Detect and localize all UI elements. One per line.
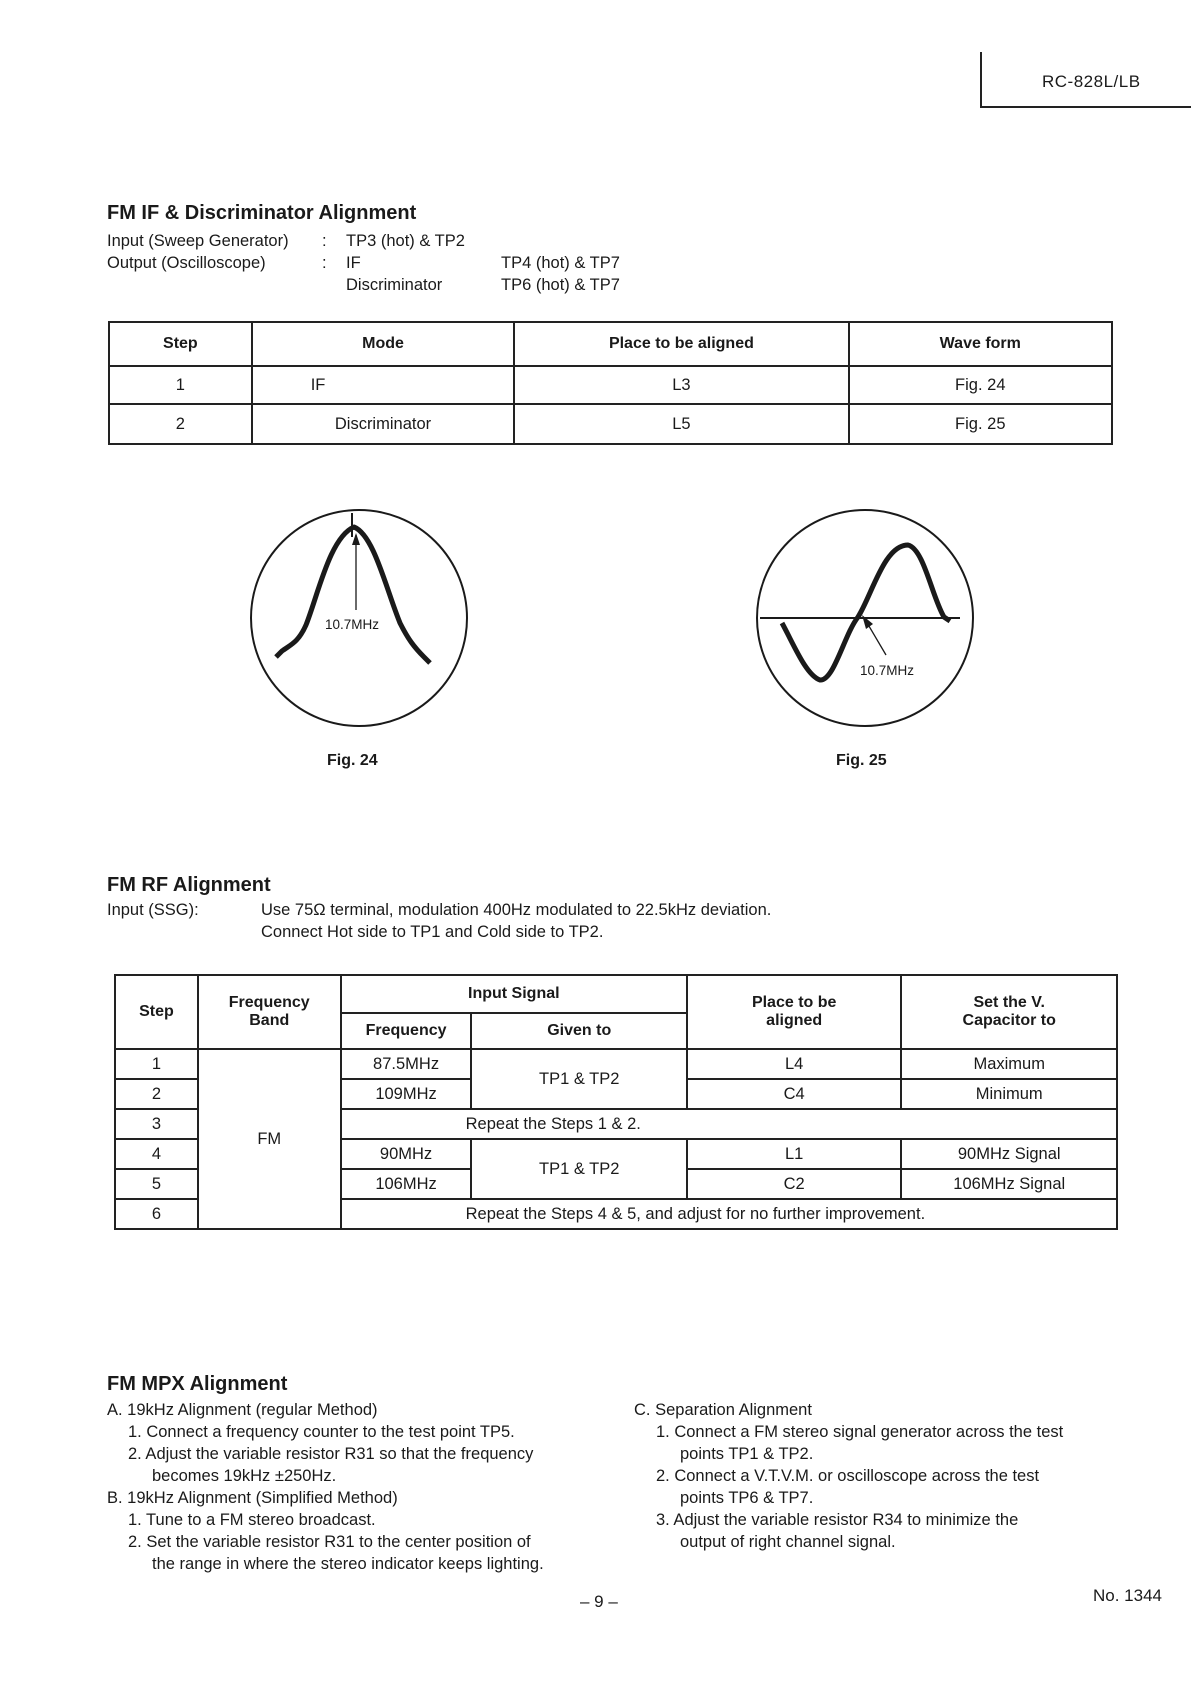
if-output-if-label: IF	[346, 254, 361, 272]
fig24-frequency-label: 10.7MHz	[325, 617, 380, 632]
page-number: – 9 –	[580, 1592, 618, 1611]
cell-step: 2	[109, 404, 252, 444]
cell-place: C4	[687, 1079, 901, 1109]
mpx-c3-line1: 3. Adjust the variable resistor R34 to minimize the	[656, 1511, 1019, 1529]
cell-waveform: Fig. 24	[849, 366, 1112, 404]
cell-waveform: Fig. 25	[849, 404, 1112, 444]
fig24-arrow-head	[352, 533, 360, 545]
cell-repeat: Repeat the Steps 1 & 2.	[341, 1109, 1117, 1139]
rf-alignment-table	[114, 974, 1118, 1230]
mpx-a2-line1: 2. Adjust the variable resistor R31 so that the frequency	[128, 1445, 534, 1463]
header-set-line2: Capacitor to	[962, 1012, 1056, 1029]
header-mode: Mode	[252, 322, 515, 366]
header-frequency-band	[198, 975, 341, 1049]
cell-repeat: Repeat the Steps 4 & 5, and adjust for no further improvement.	[341, 1199, 1117, 1229]
fig24-oscilloscope-diagram	[246, 505, 472, 731]
header-step: Step	[115, 975, 198, 1049]
cell-set: 90MHz Signal	[901, 1139, 1117, 1169]
cell-mode: IF	[252, 366, 515, 404]
cell-step: 6	[115, 1199, 198, 1229]
if-input-value: TP3 (hot) & TP2	[346, 232, 465, 250]
cell-set: Maximum	[901, 1049, 1117, 1079]
if-input-label: Input (Sweep Generator)	[107, 232, 289, 250]
cell-frequency: 106MHz	[341, 1169, 472, 1199]
table-header-row	[109, 322, 1112, 366]
header-band-line1: Frequency	[228, 994, 310, 1011]
cell-band: FM	[198, 1049, 341, 1229]
if-output-disc-value: TP6 (hot) & TP7	[501, 276, 620, 294]
mpx-b1-line1: 1. Tune to a FM stereo broadcast.	[128, 1511, 376, 1529]
cell-given-to: TP1 & TP2	[471, 1049, 686, 1109]
header-step: Step	[109, 322, 252, 366]
mpx-b2-line1: 2. Set the variable resistor R31 to the center position of	[128, 1533, 531, 1551]
header-frequency: Frequency	[341, 1013, 472, 1049]
cell-frequency: 90MHz	[341, 1139, 472, 1169]
mpx-section-title: FM MPX Alignment	[107, 1373, 288, 1395]
cell-set: Minimum	[901, 1079, 1117, 1109]
if-output-if-value: TP4 (hot) & TP7	[501, 254, 620, 272]
cell-place: L1	[687, 1139, 901, 1169]
header-input-signal: Input Signal	[341, 975, 687, 1013]
rf-section-title: FM RF Alignment	[107, 874, 271, 896]
header-waveform: Wave form	[849, 322, 1112, 366]
header-place-line2: aligned	[766, 1012, 823, 1029]
header-place: Place to be aligned	[514, 322, 848, 366]
rf-input-line2: Connect Hot side to TP1 and Cold side to TP2.	[261, 923, 604, 941]
mpx-b-title: B. 19kHz Alignment (Simplified Method)	[107, 1489, 398, 1507]
cell-set: 106MHz Signal	[901, 1169, 1117, 1199]
mpx-a1-line1: 1. Connect a frequency counter to the test point TP5.	[128, 1423, 515, 1441]
mpx-c3-line2: output of right channel signal.	[680, 1533, 896, 1551]
rf-input-line1: Use 75Ω terminal, modulation 400Hz modulated to 22.5kHz deviation.	[261, 901, 772, 919]
if-section-title: FM IF & Discriminator Alignment	[107, 202, 417, 224]
table-row	[109, 404, 1112, 444]
document-number: No. 1344	[1093, 1586, 1162, 1605]
mpx-c1-line2: points TP1 & TP2.	[680, 1445, 814, 1463]
mpx-c2-line1: 2. Connect a V.T.V.M. or oscilloscope across the test	[656, 1467, 1040, 1485]
fig25-s-curve	[782, 545, 950, 680]
mpx-b2-line2: the range in where the stereo indicator keeps lighting.	[152, 1555, 544, 1573]
cell-place: L5	[514, 404, 848, 444]
rf-input-label: Input (SSG):	[107, 901, 199, 919]
mpx-a-title: A. 19kHz Alignment (regular Method)	[107, 1401, 378, 1419]
header-set-line1: Set the V.	[973, 994, 1045, 1011]
mpx-a2-line2: becomes 19kHz ±250Hz.	[152, 1467, 337, 1485]
fig25-oscilloscope-diagram	[752, 505, 978, 731]
model-number: RC-828L/LB	[1042, 72, 1141, 91]
cell-frequency: 87.5MHz	[341, 1049, 472, 1079]
cell-step: 1	[109, 366, 252, 404]
if-output-disc-label: Discriminator	[346, 276, 443, 294]
table-header-row	[115, 975, 1117, 1013]
model-number-box	[980, 52, 1191, 108]
cell-step: 3	[115, 1109, 198, 1139]
cell-step: 5	[115, 1169, 198, 1199]
fig25-caption: Fig. 25	[836, 752, 887, 769]
cell-step: 4	[115, 1139, 198, 1169]
mpx-c2-line2: points TP6 & TP7.	[680, 1489, 814, 1507]
header-given-to: Given to	[471, 1013, 686, 1049]
fig24-resonance-curve	[276, 527, 430, 663]
cell-mode: Discriminator	[252, 404, 515, 444]
cell-frequency: 109MHz	[341, 1079, 472, 1109]
cell-step: 1	[115, 1049, 198, 1079]
cell-place: L3	[514, 366, 848, 404]
mpx-c1-line1: 1. Connect a FM stereo signal generator across the test	[656, 1423, 1064, 1441]
cell-given-to: TP1 & TP2	[471, 1139, 686, 1199]
cell-place: C2	[687, 1169, 901, 1199]
if-alignment-table	[108, 321, 1113, 445]
header-place-aligned	[687, 975, 901, 1049]
if-input-sep: :	[322, 232, 327, 250]
if-output-sep: :	[322, 254, 327, 272]
mpx-c-title: C. Separation Alignment	[634, 1401, 812, 1419]
table-row	[115, 1049, 1117, 1079]
table-row	[109, 366, 1112, 404]
header-band-line2: Band	[249, 1012, 290, 1029]
cell-step: 2	[115, 1079, 198, 1109]
cell-place: L4	[687, 1049, 901, 1079]
fig25-frequency-label: 10.7MHz	[860, 663, 915, 678]
fig24-caption: Fig. 24	[327, 752, 378, 769]
header-set-capacitor	[901, 975, 1117, 1049]
header-place-line1: Place to be	[751, 994, 837, 1011]
if-output-label: Output (Oscilloscope)	[107, 254, 266, 272]
